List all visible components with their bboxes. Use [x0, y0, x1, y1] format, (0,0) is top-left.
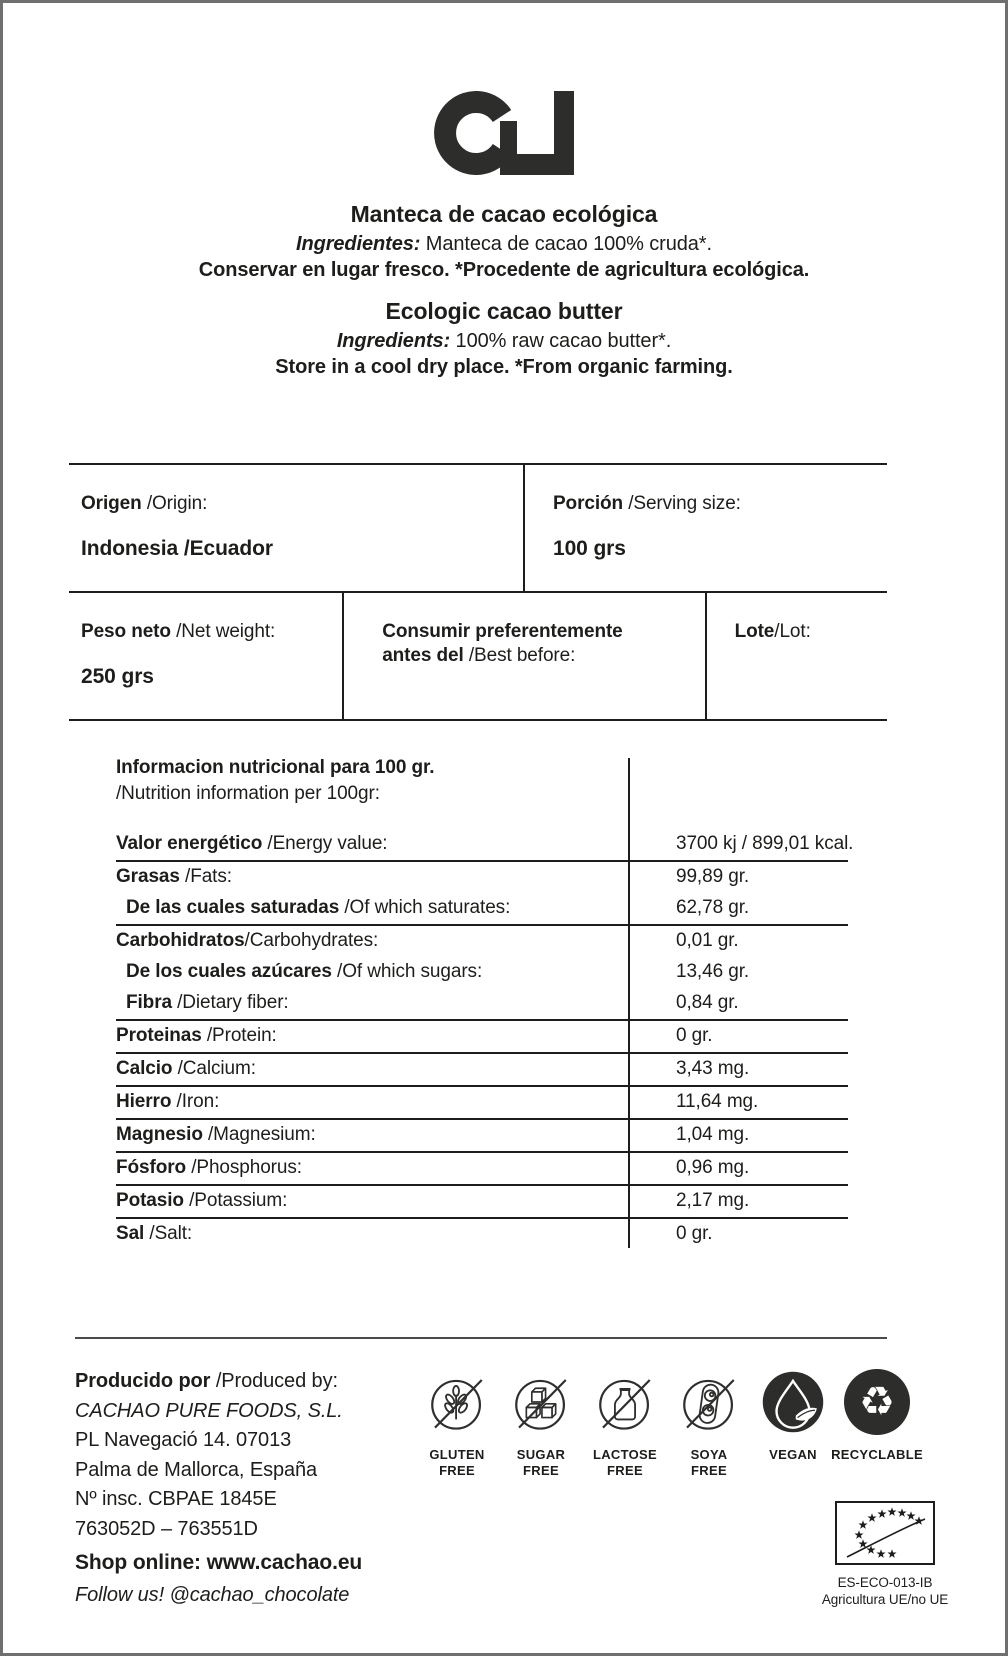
nutrition-row [116, 829, 854, 862]
nutrition-rows [116, 829, 854, 1250]
nutrient-label: Grasas /Fats: [116, 866, 232, 887]
nutrition-row [116, 1021, 848, 1054]
badge-label: VEGAN [769, 1447, 817, 1462]
info-row-2 [69, 591, 887, 721]
nutrient-value: 2,17 mg. [676, 1190, 750, 1211]
badge-label: RECYCLABLE [831, 1447, 923, 1462]
soya-free-icon [676, 1369, 742, 1435]
certification-badges [415, 1369, 923, 1479]
product-title-es: Manteca de cacao ecológica [350, 201, 658, 227]
footer-divider [75, 1337, 887, 1339]
nutrition-row [116, 862, 848, 893]
shop-online-link[interactable]: Shop online: www.cachao.eu [75, 1551, 363, 1574]
nutrient-label: De las cuales saturadas /Of which saturates: [126, 897, 511, 918]
nutrient-label: Fibra /Dietary fiber: [126, 992, 289, 1013]
gluten-free-icon [424, 1369, 490, 1435]
nutrient-value: 0 gr. [676, 1223, 713, 1244]
social-handle[interactable]: Follow us! @cachao_chocolate [75, 1583, 350, 1606]
producer-info [75, 1367, 362, 1610]
nutrient-label: Valor energético /Energy value: [116, 833, 388, 854]
nutrition-row [116, 1087, 848, 1120]
nutrient-label: De los cuales azúcares /Of which sugars: [126, 961, 483, 982]
storage-line-es: Conservar en lugar fresco. *Procedente de agricultura ecológica. [198, 259, 810, 281]
cachao-logo-icon [434, 91, 574, 180]
storage-line-en: Store in a cool dry place. *From organic farming. [275, 356, 733, 378]
vegan-icon [760, 1369, 826, 1435]
badge-soya-free [667, 1369, 751, 1479]
lactose-free-icon [592, 1369, 658, 1435]
nutrition-row [116, 1186, 848, 1219]
english-product-info [3, 297, 1005, 380]
origin-cell: Origen /Origin: Indonesia /Ecuador [69, 465, 523, 591]
nutrient-value: 1,04 mg. [676, 1124, 750, 1145]
badge-label: GLUTEN FREE [429, 1447, 485, 1478]
nutrition-row [116, 893, 848, 926]
nutrition-row [116, 988, 848, 1021]
nutrient-label: Magnesio /Magnesium: [116, 1124, 316, 1145]
eu-organic-leaf-icon [835, 1501, 935, 1565]
serving-size-cell: Porción /Serving size: 100 grs [523, 465, 887, 591]
nutrient-value: 62,78 gr. [676, 897, 750, 918]
nutrient-label: Carbohidratos/Carbohydrates: [116, 930, 379, 951]
nutrition-table [116, 755, 854, 1250]
info-row-1 [69, 463, 887, 591]
nutrient-value: 3700 kj / 899,01 kcal. [676, 833, 854, 854]
badge-vegan [751, 1369, 835, 1479]
net-weight-cell: Peso neto /Net weight: 250 grs [69, 593, 342, 719]
company-name: CACHAO PURE FOODS, S.L. [75, 1399, 343, 1422]
best-before-cell: Consumir preferentemente antes del /Best before: [342, 593, 704, 719]
produced-by-line: Producido por /Produced by: [75, 1370, 338, 1392]
nutrition-row [116, 1120, 848, 1153]
nutrition-row [116, 1054, 848, 1087]
nutrition-row [116, 1219, 848, 1250]
lot-cell: Lote/Lot: [705, 593, 887, 719]
nutrition-header: Informacion nutricional para 100 gr. /Nutrition information per 100gr: [116, 757, 435, 804]
nutrient-value: 3,43 mg. [676, 1058, 750, 1079]
nutrient-value: 11,64 mg. [676, 1091, 759, 1112]
product-title-en: Ecologic cacao butter [385, 298, 623, 324]
nutrient-label: Sal /Salt: [116, 1223, 193, 1244]
badge-lactose-free [583, 1369, 667, 1479]
eu-organic-code: ES-ECO-013-IB [837, 1575, 933, 1590]
ingredients-line-en: Ingredients: 100% raw cacao butter*. [336, 330, 672, 352]
nutrient-value: 0,01 gr. [676, 930, 739, 951]
eu-organic-origin-text: Agricultura UE/no UE [821, 1592, 949, 1607]
registration-line-1: Nº insc. CBPAE 1845E [75, 1488, 277, 1510]
eu-organic-certification [809, 1501, 961, 1608]
registration-line-2: 763052D – 763551D [75, 1517, 258, 1540]
nutrition-row [116, 957, 848, 988]
nutrient-value: 13,46 gr. [676, 961, 750, 982]
ingredients-line-es: Ingredientes: Manteca de cacao 100% cruda*. [296, 233, 712, 255]
badge-gluten-free [415, 1369, 499, 1479]
nutrient-value: 99,89 gr. [676, 866, 750, 887]
sugar-free-icon [508, 1369, 574, 1435]
nutrition-row [116, 1153, 848, 1186]
origin-value: Indonesia /Ecuador [81, 537, 273, 560]
nutrient-label: Calcio /Calcium: [116, 1058, 256, 1079]
badge-label: SOYA FREE [690, 1447, 728, 1478]
badge-sugar-free [499, 1369, 583, 1479]
badge-label: SUGAR FREE [516, 1447, 566, 1478]
nutrition-row [116, 926, 848, 957]
nutrient-label: Hierro /Iron: [116, 1091, 220, 1112]
address-line-1: PL Navegació 14. 07013 [75, 1429, 292, 1451]
net-weight-value: 250 grs [81, 665, 154, 688]
nutrition-column-divider [628, 758, 630, 1248]
package-info-table [69, 463, 887, 721]
nutrient-label: Potasio /Potassium: [116, 1190, 288, 1211]
spanish-product-info [3, 200, 1005, 283]
nutrient-value: 0 gr. [676, 1025, 713, 1046]
badge-label: LACTOSE FREE [593, 1447, 657, 1478]
nutrient-value: 0,96 mg. [676, 1157, 750, 1178]
nutrient-value: 0,84 gr. [676, 992, 739, 1013]
recyclable-icon: ♻ [844, 1369, 910, 1435]
badge-recyclable [831, 1369, 923, 1479]
serving-size-value: 100 grs [552, 537, 626, 560]
nutrient-label: Fósforo /Phosphorus: [116, 1157, 302, 1178]
address-line-2: Palma de Mallorca, España [75, 1458, 318, 1481]
nutrient-label: Proteinas /Protein: [116, 1025, 277, 1046]
